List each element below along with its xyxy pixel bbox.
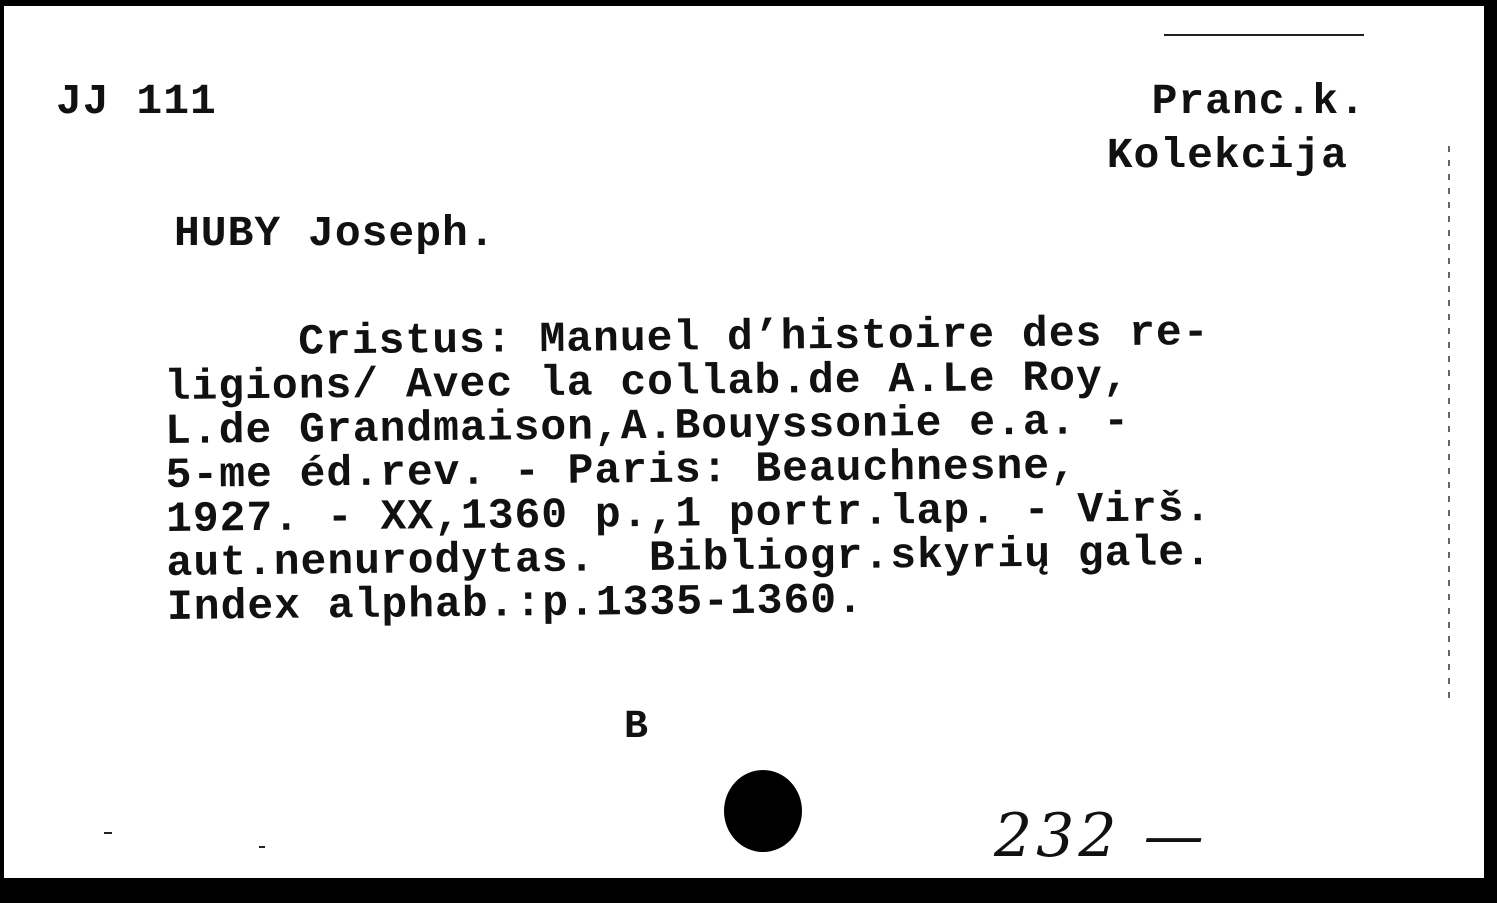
description-line: aut.nenurodytas. Bibliogr.skyrių gale. (166, 528, 1213, 588)
card-shadow-bottom (0, 878, 1497, 903)
scuff-mark (1164, 34, 1364, 36)
handwritten-number: 232 — (994, 801, 1208, 871)
bibliographic-description (164, 308, 1213, 632)
description-line: ligions/ Avec la collab.de A.Le Roy, (164, 352, 1130, 412)
location-mark: B (624, 705, 650, 750)
call-number: JJ 111 (56, 77, 217, 126)
catalog-card (4, 6, 1484, 878)
description-line: Cristus: Manuel d’histoire des re- (297, 308, 1210, 367)
scuff-mark (104, 832, 112, 834)
description-line: 5-me éd.rev. - Paris: Beauchnesne, (165, 441, 1078, 500)
punch-hole (724, 770, 802, 852)
collection-line-1: Pranc.k. (1151, 77, 1366, 126)
description-line: 1927. - XX,1360 p.,1 portr.lap. - Virš. (165, 484, 1212, 544)
author-heading: HUBY Joseph. (174, 209, 496, 258)
description-line: L.de Grandmaison,A.Bouyssonie e.a. - (164, 396, 1131, 456)
scuff-mark (259, 846, 265, 848)
description-line: Index alphab.:p.1335-1360. (166, 575, 865, 632)
collection-line-2: Kolekcija (1106, 131, 1348, 180)
margin-fold-line (1448, 146, 1450, 706)
card-shadow-right (1484, 0, 1497, 903)
